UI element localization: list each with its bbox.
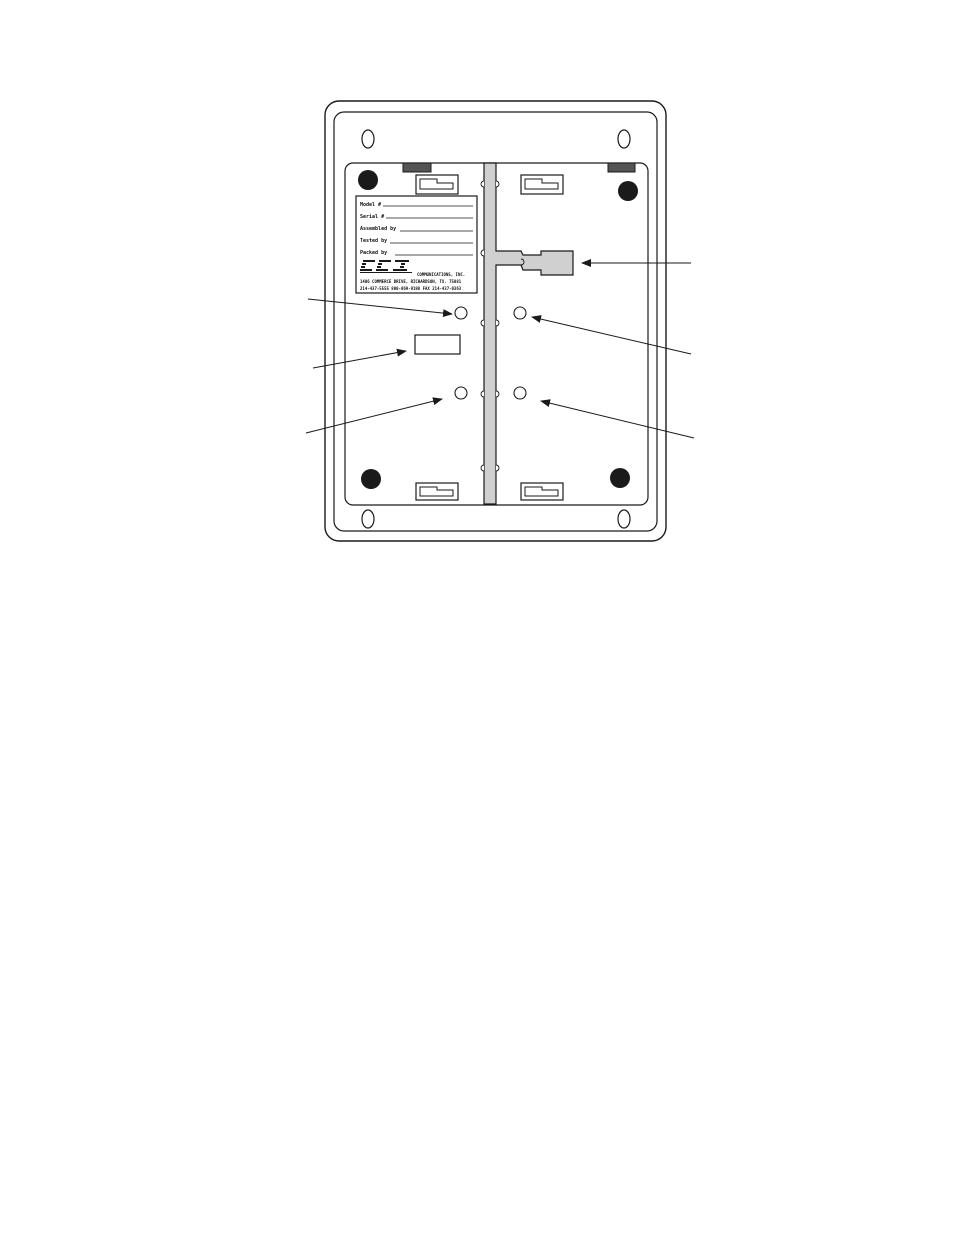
hole-lower-left bbox=[455, 387, 467, 399]
product-label bbox=[356, 196, 477, 293]
rubber-foot-top-right bbox=[618, 181, 638, 201]
keyhole-bracket-top-left bbox=[416, 175, 458, 194]
mounting-slot-bottom-left bbox=[362, 510, 374, 528]
hole-upper-right bbox=[514, 307, 526, 319]
label-address: 1406 COMMERCE DRIVE, RICHARDSON, TX. 75081 bbox=[360, 279, 462, 284]
rubber-foot-bottom-right bbox=[610, 468, 630, 488]
rubber-foot-bottom-left bbox=[361, 469, 381, 489]
keyhole-bracket-bottom-right bbox=[521, 483, 563, 500]
mounting-slot-top-left bbox=[362, 130, 374, 148]
top-tab-right bbox=[608, 163, 635, 172]
keyhole-bracket-bottom-left bbox=[416, 483, 458, 500]
keyhole-bracket-top-right bbox=[521, 175, 563, 194]
label-field-model: Model # bbox=[360, 202, 382, 208]
rubber-foot-top-left bbox=[358, 170, 378, 190]
label-field-assembled: Assembled by bbox=[360, 226, 397, 232]
top-tab-left bbox=[403, 163, 431, 172]
label-field-serial: Serial # bbox=[360, 214, 385, 220]
label-field-packed: Packed by bbox=[360, 250, 388, 256]
label-company: COMMUNICATIONS, INC. bbox=[417, 272, 466, 277]
access-window bbox=[415, 335, 460, 354]
mounting-slot-bottom-right bbox=[618, 510, 630, 528]
hole-upper-left bbox=[455, 307, 467, 319]
cci-logo-icon bbox=[360, 259, 412, 273]
label-field-tested: Tested by bbox=[360, 238, 388, 244]
mounting-slot-top-right bbox=[618, 130, 630, 148]
hole-lower-right bbox=[514, 387, 526, 399]
label-phones: 214-437-5555 800-869-9198 FAX 214-437-0363 bbox=[360, 286, 462, 291]
